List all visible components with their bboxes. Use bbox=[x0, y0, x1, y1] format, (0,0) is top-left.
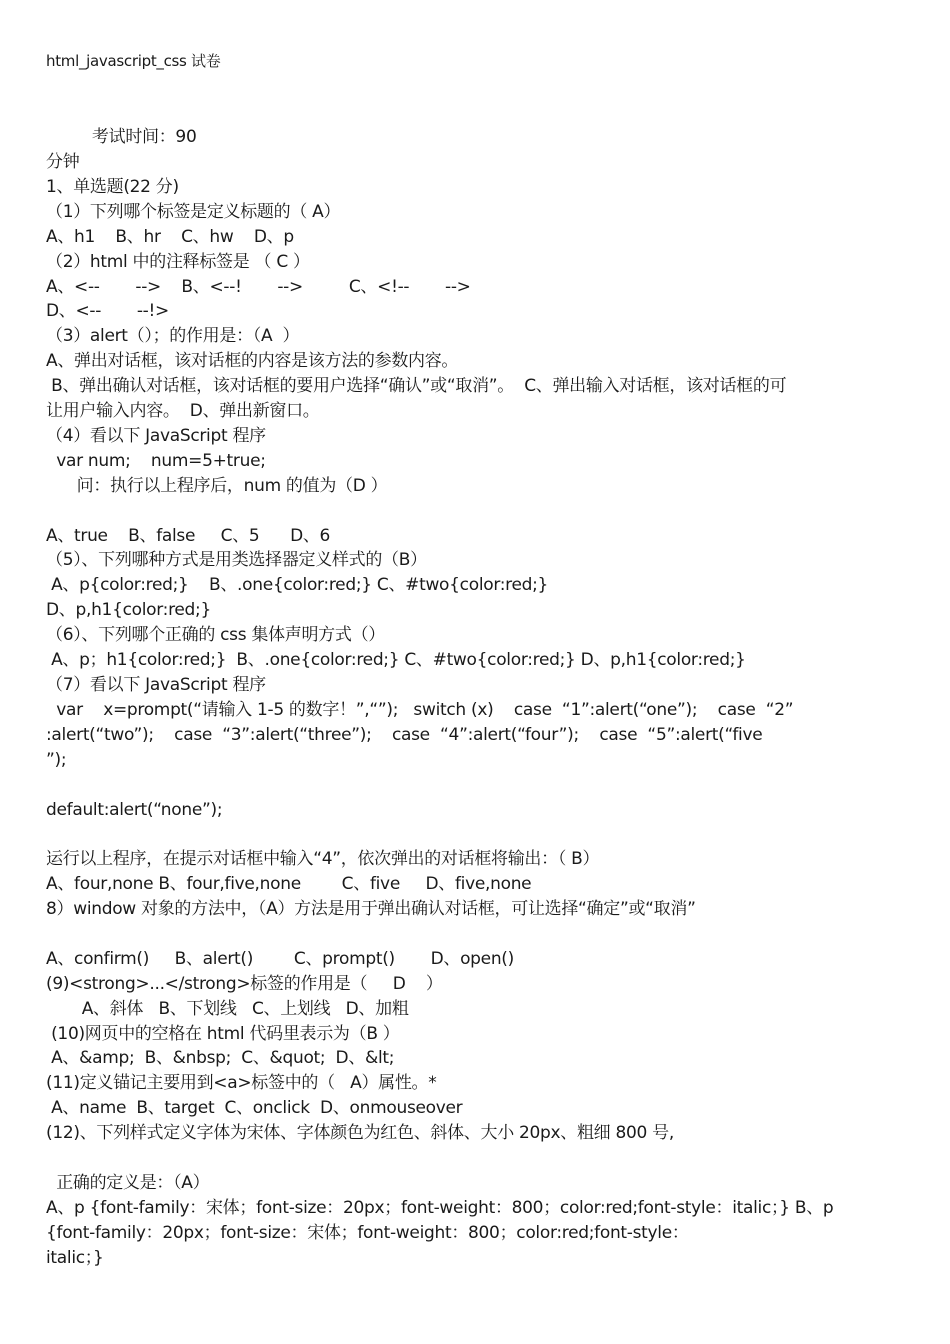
question-10: (10)网页中的空格在 html 代码里表示为（B ） bbox=[46, 1024, 400, 1044]
question-11-options: A、name B、target C、onclick D、onmouseover bbox=[46, 1098, 463, 1118]
question-5: （5）、下列哪种方式是用类选择器定义样式的（B） bbox=[46, 550, 427, 570]
question-4-prompt: 问：执行以上程序后，num 的值为（D ） bbox=[46, 476, 388, 496]
question-4-options: A、true B、false C、5 D、6 bbox=[46, 526, 331, 546]
question-12-prompt: 正确的定义是：（A） bbox=[46, 1173, 210, 1193]
question-12-options: A、p {font-family：宋体；font-size：20px；font-weight：800；color:red;font-style：italic；} B、p bbox=[46, 1198, 834, 1218]
question-9: (9)<strong>...</strong>标签的作用是（ D ） bbox=[46, 974, 443, 994]
question-7-code: :alert(“two”); case “3”:alert(“three”); case “4”:alert(“four”); case “5”:alert(“five bbox=[46, 725, 763, 745]
question-3-options: B、弹出确认对话框，该对话框的要用户选择“确认”或“取消”。 C、弹出输入对话框，该对话框的可 bbox=[46, 376, 787, 396]
question-3-options: 让用户输入内容。 D、弹出新窗口。 bbox=[46, 401, 320, 421]
exam-time-unit: 分钟 bbox=[46, 152, 80, 172]
question-8-options: A、confirm() B、alert() C、prompt() D、open() bbox=[46, 949, 514, 969]
question-3-options: A、弹出对话框，该对话框的内容是该方法的参数内容。 bbox=[46, 351, 459, 371]
question-6: （6）、下列哪个正确的 css 集体声明方式（） bbox=[46, 625, 385, 645]
question-5-options: D、p,h1{color:red;} bbox=[46, 600, 211, 620]
question-1: （1）下列哪个标签是定义标题的（ A） bbox=[46, 202, 341, 222]
question-2-options: A、<-- --> B、<--! --> C、<!-- --> bbox=[46, 277, 471, 297]
question-6-options: A、p；h1{color:red;} B、.one{color:red;} C、#two{color:red;} D、p,h1{color:red;} bbox=[46, 650, 746, 670]
question-12-options: {font-family：20px；font-size：宋体；font-weight：800；color:red;font-style： bbox=[46, 1223, 689, 1243]
question-4: （4）看以下 JavaScript 程序 bbox=[46, 426, 266, 446]
exam-time-line: 考试时间：90 bbox=[46, 127, 197, 147]
question-9-options: A、斜体 B、下划线 C、上划线 D、加粗 bbox=[46, 999, 409, 1019]
question-12-options: italic；} bbox=[46, 1248, 104, 1268]
question-7-code: default:alert(“none”); bbox=[46, 800, 223, 820]
section-heading: 1、单选题(22 分) bbox=[46, 177, 179, 197]
question-4-code: var num; num=5+true; bbox=[46, 451, 266, 471]
question-2-options: D、<-- --!> bbox=[46, 301, 169, 321]
question-7-code: var x=prompt(“请输入 1-5 的数字！”,“”); switch (x) case “1”:alert(“one”); case “2” bbox=[46, 700, 794, 720]
question-10-options: A、&amp; B、&nbsp; C、&quot; D、&lt; bbox=[46, 1048, 395, 1068]
question-11: (11)定义锚记主要用到<a>标签中的（ A）属性。* bbox=[46, 1073, 437, 1093]
question-8: 8）window 对象的方法中，（A）方法是用于弹出确认对话框，可让选择“确定”或“取消” bbox=[46, 899, 696, 919]
question-2: （2）html 中的注释标签是 （ C ） bbox=[46, 252, 310, 272]
question-5-options: A、p{color:red;} B、.one{color:red;} C、#two{color:red;} bbox=[46, 575, 549, 595]
question-7-code: ”); bbox=[46, 750, 67, 770]
question-3: （3）alert（）；的作用是：（A ） bbox=[46, 326, 300, 346]
question-1-options: A、h1 B、hr C、hw D、p bbox=[46, 227, 294, 247]
question-12: (12)、下列样式定义字体为宋体、字体颜色为红色、斜体、大小 20px、粗细 800 号, bbox=[46, 1123, 674, 1143]
question-7: （7）看以下 JavaScript 程序 bbox=[46, 675, 266, 695]
question-7-prompt: 运行以上程序，在提示对话框中输入“4”，依次弹出的对话框将输出：（ B） bbox=[46, 849, 600, 869]
document-title: html_javascript_css 试卷 bbox=[46, 52, 221, 70]
question-7-options: A、four,none B、four,five,none C、five D、five,none bbox=[46, 874, 532, 894]
